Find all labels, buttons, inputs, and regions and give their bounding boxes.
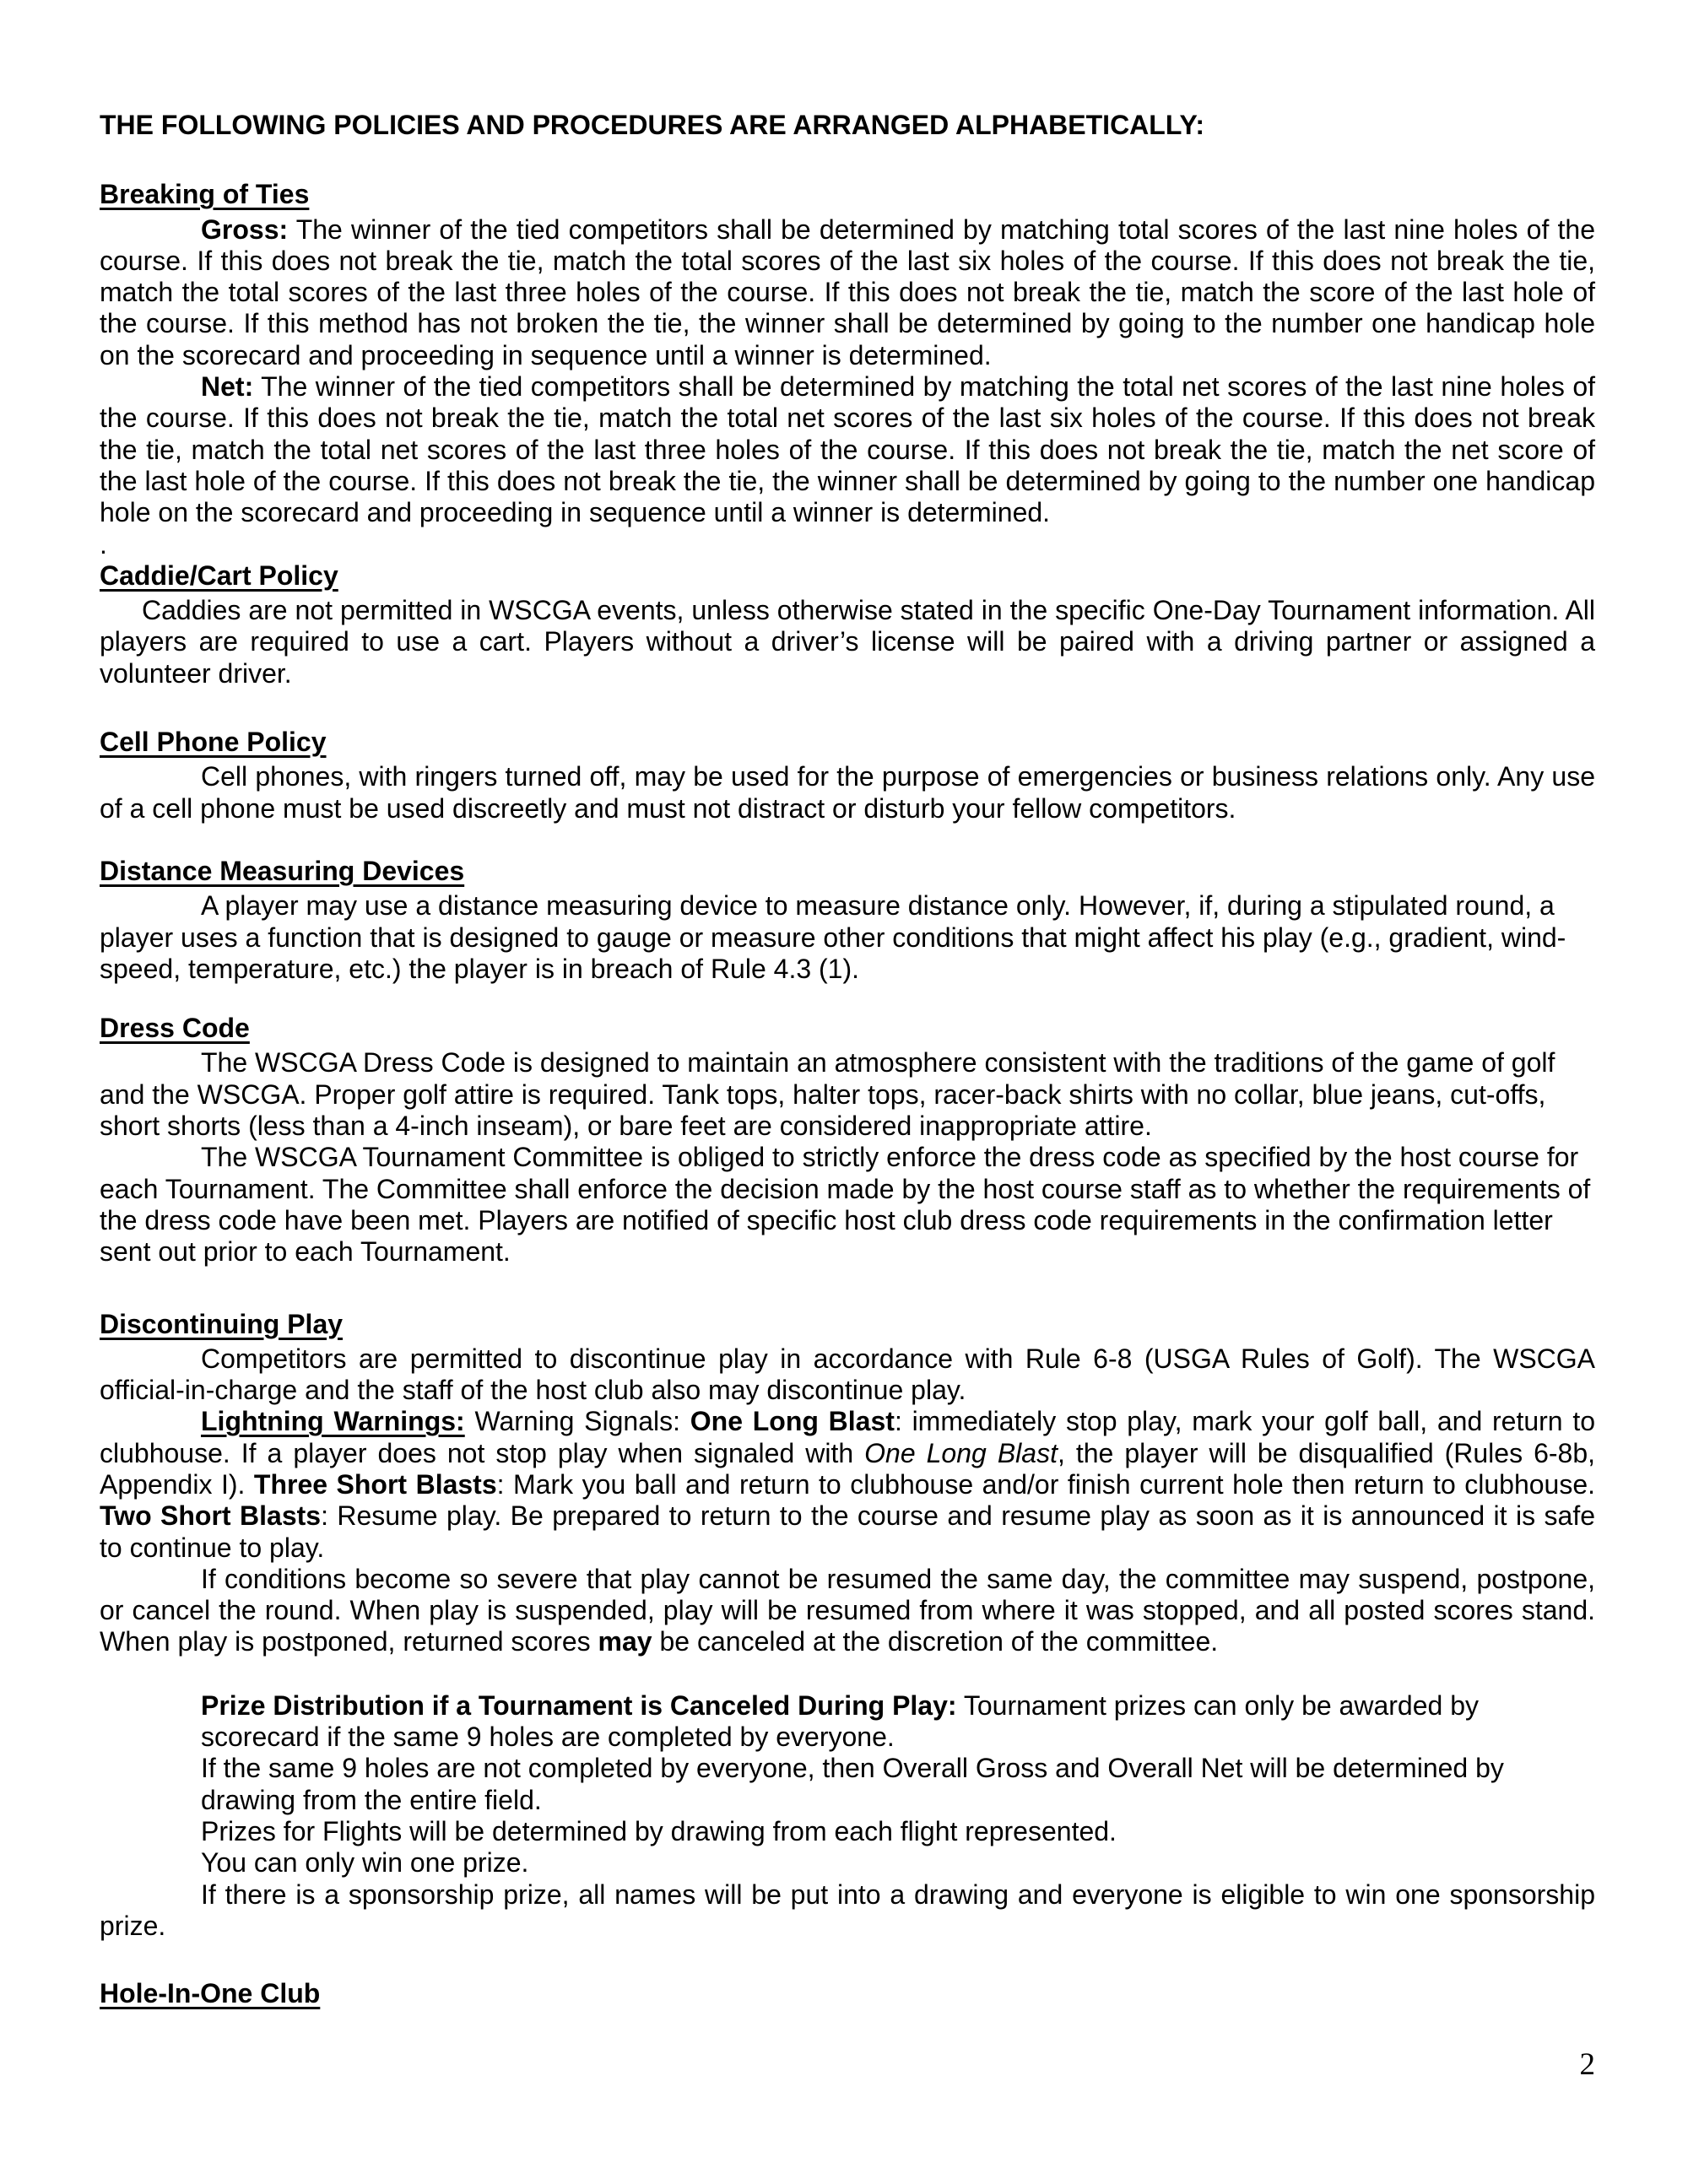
paragraph-breaking-of-ties-net: Net: The winner of the tied competitors shall be determined by matching the total net scores of the last nine holes of the course. If this does not break the tie, match the total net scores of the last six holes of the course. If this does not break the tie, match the total net scores of the last three holes of the course. If this does not break the tie, match the net score of the last hole of the course. If this does not break the tie, the winner shall be determined by going to the number one handicap hole on the scorecard and proceeding in sequence until a winner is determined. [100,371,1595,528]
paragraph-prize-line-2: If the same 9 holes are not completed by everyone, then Overall Gross and Overall Net will be determined by drawing from the entire field. [201,1753,1504,1815]
prize-distribution-block [201,1690,1595,1879]
paragraph-discontinuing-play: Competitors are permitted to discontinue play in accordance with Rule 6-8 (USGA Rules of Golf). The WSCGA official-in-charge and the staff of the host club also may discontinue play. [100,1343,1595,1406]
paragraph-prize-line-4: You can only win one prize. [201,1847,529,1879]
paragraph-sponsorship-prize: If there is a sponsorship prize, all names will be put into a drawing and everyone is eligible to win one sponsorship prize. [100,1879,1595,1941]
document-page [100,110,1595,2009]
paragraph-prize-line-3: Prizes for Flights will be determined by drawing from each flight represented. [201,1815,1117,1846]
paragraph-distance-measuring-devices: A player may use a distance measuring device to measure distance only. However, if, during a stipulated round, a player uses a function that is designed to gauge or measure other conditions that might affect his play (e.g., gradient, wind-speed, temperature, etc.) the player is in breach of Rule 4.3 (1). [100,890,1566,984]
page-title: THE FOLLOWING POLICIES AND PROCEDURES ARE ARRANGED ALPHABETICALLY: [100,110,1205,140]
section-heading-distance-measuring-devices: Distance Measuring Devices [100,855,465,886]
section-heading-cell-phone-policy: Cell Phone Policy [100,727,327,758]
paragraph-cell-phone-policy: Cell phones, with ringers turned off, may be used for the purpose of emergencies or business relations only. Any use of a cell phone must be used discreetly and must not distract or disturb your fellow competitors. [100,761,1595,824]
paragraph-prize-distribution: Prize Distribution if a Tournament is Canceled During Play: Tournament prizes can only be awarded by scorecard if the same 9 holes are completed by everyone. [201,1689,1479,1753]
paragraph-breaking-of-ties-gross: Gross: The winner of the tied competitors shall be determined by matching total scores of the last nine holes of the course. If this does not break the tie, match the total scores of the last six holes of the course. If this does not break the tie, match the total scores of the last three holes of the course. If this does not break the tie, match the score of the last hole of the course. If this method has not broken the tie, the winner shall be determined by going to the number one handicap hole on the scorecard and proceeding in sequence until a winner is determined. [100,214,1595,370]
paragraph-dress-code-1: The WSCGA Dress Code is designed to maintain an atmosphere consistent with the traditions of the game of golf and the WSCGA. Proper golf attire is required. Tank tops, halter tops, racer-back shirts with no collar, blue jeans, cut-offs, short shorts (less than a 4-inch inseam), or bare feet are considered inappropriate attire. [100,1047,1555,1142]
page-number: 2 [1579,2047,1595,2082]
section-heading-hole-in-one-club: Hole-In-One Club [100,1978,321,2009]
paragraph-severe-conditions: If conditions become so severe that play cannot be resumed the same day, the committee may suspend, postpone, or cancel the round. When play is suspended, play will be resumed from where it was stopped, and all posted scores stand. When play is postponed, returned scores may be canceled at the discretion of the committee. [100,1563,1595,1657]
paragraph-lightning-warnings: Lightning Warnings: Warning Signals: One Long Blast: immediately stop play, mark your golf ball, and return to clubhouse. If a player does not stop play when signaled with One Long Blast, the player will be disqualified (Rules 6-8b, Appendix I). Three Short Blasts: Mark you ball and return to clubhouse and/or finish current hole then return to clubhouse. Two Short Blasts: Resume play. Be prepared to return to the course and resume play as soon as it is announced it is safe to continue to play. [100,1406,1596,1563]
section-heading-discontinuing-play: Discontinuing Play [100,1308,344,1339]
section-heading-breaking-of-ties: Breaking of Ties [100,179,310,210]
section-heading-dress-code: Dress Code [100,1013,250,1044]
paragraph-caddie-cart-policy: Caddies are not permitted in WSCGA events, unless otherwise stated in the specific One-Day Tournament information. All players are required to use a cart. Players without a driver’s license will be paired with a driving partner or assigned a volunteer driver. [100,595,1595,689]
stray-period: . [100,528,107,560]
section-heading-caddie-cart-policy: Caddie/Cart Policy [100,560,338,591]
paragraph-dress-code-2: The WSCGA Tournament Committee is obliged to strictly enforce the dress code as specified by the host course for each Tournament. The Committee shall enforce the decision made by the host course staff as to whether the requirements of the dress code have been met. Players are notified of specific host club dress code requirements in the confirmation letter sent out prior to each Tournament. [100,1142,1591,1268]
